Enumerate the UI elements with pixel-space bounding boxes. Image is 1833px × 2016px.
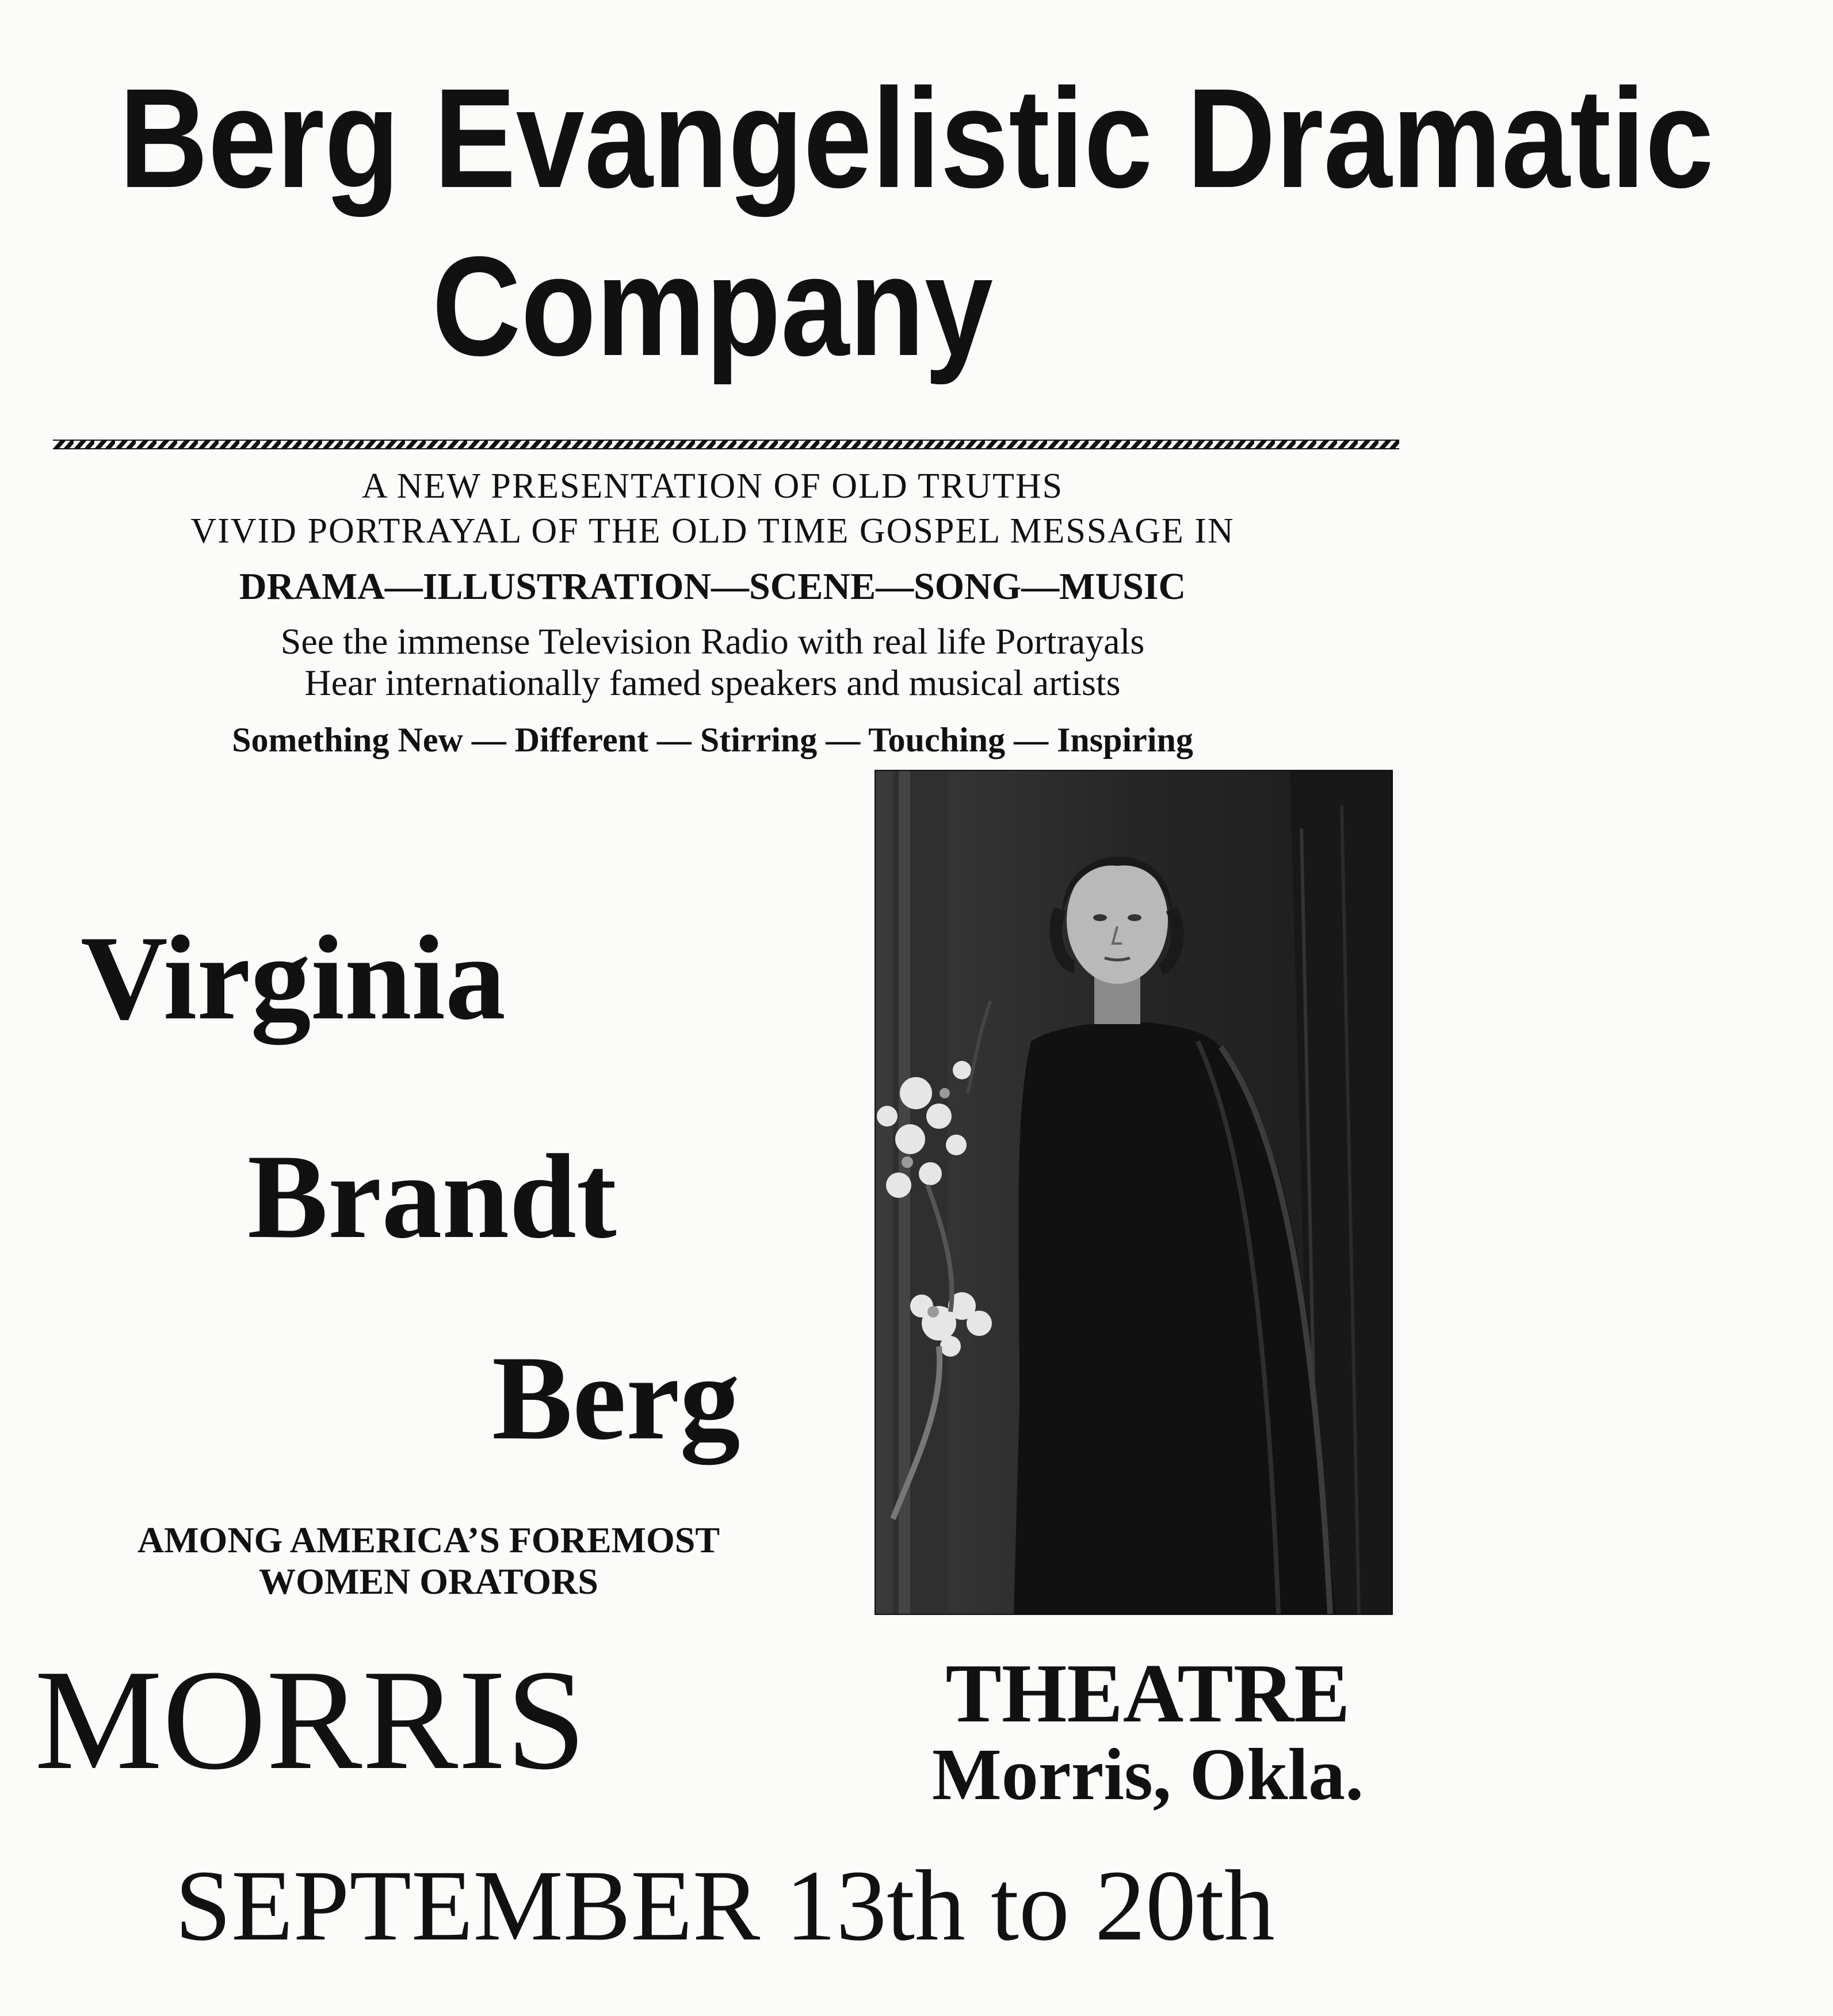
intro-line-5: Hear internationally famed speakers and musical artists [304,662,1121,703]
venue-theatre: THEATRE [945,1647,1350,1740]
speaker-portrait-photo [875,770,1393,1615]
event-dates: SEPTEMBER 13th to 20th [175,1850,1275,1962]
venue-location: Morris, Okla. [931,1734,1364,1815]
poster-title-line2: Company [431,227,994,385]
speaker-last-name: Berg [492,1331,740,1465]
intro-line-4: See the immense Television Radio with real life Portrayals [280,621,1145,662]
intro-line-3: DRAMA—ILLUSTRATION—SCENE—SONG—MUSIC [239,566,1186,608]
venue-name: MORRIS [35,1640,586,1800]
rope-divider [53,437,1399,452]
speaker-middle-name: Brandt [247,1130,617,1263]
speaker-tagline-1: AMONG AMERICA’S FOREMOST [137,1519,720,1560]
intro-line-1: A NEW PRESENTATION OF OLD TRUTHS [361,467,1064,506]
poster-title-line1: Berg Evangelistic Dramatic [119,59,1714,217]
speaker-tagline-2: WOMEN ORATORS [259,1561,598,1602]
intro-line-6: Something New — Different — Stirring — Touching — Inspiring [232,721,1193,759]
intro-line-2: VIVID PORTRAYAL OF THE OLD TIME GOSPEL MESSAGE IN [190,511,1235,551]
speaker-first-name: Virginia [81,911,506,1045]
